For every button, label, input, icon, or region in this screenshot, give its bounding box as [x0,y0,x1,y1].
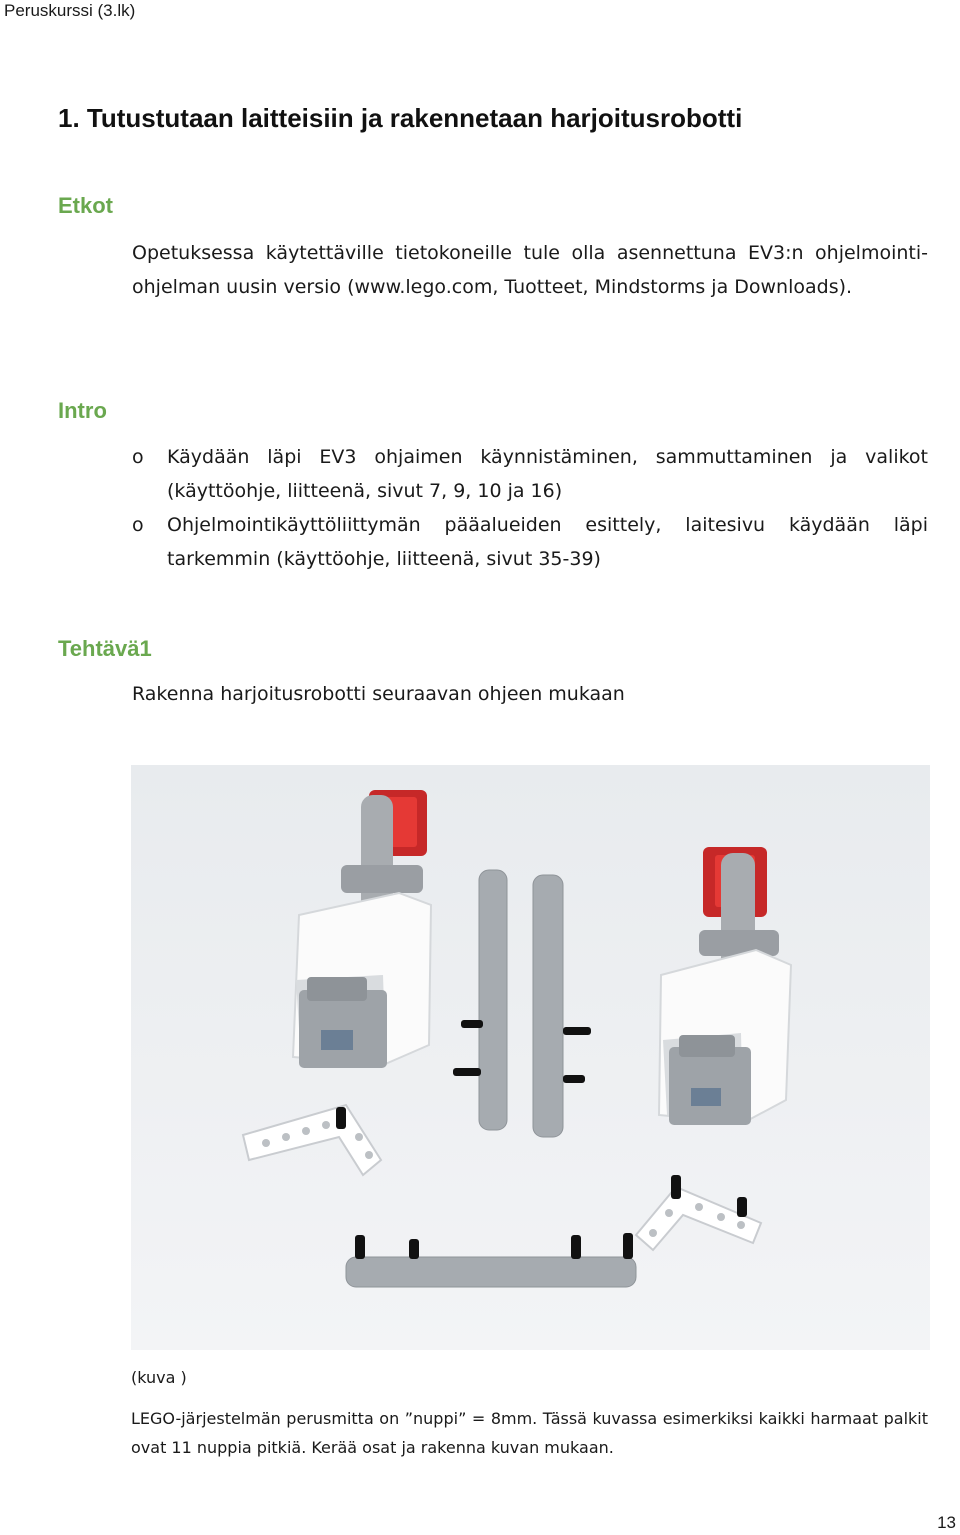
page-title: 1. Tutustutaan laitteisiin ja rakennetaan harjoitusrobotti [58,103,743,133]
bullet-marker: o [132,514,144,536]
lego-parts-photo [131,765,930,1350]
list-item-text: Ohjelmointikäyttöliittymän pääalueiden esittely, laitesivu käydään läpi tarkemmin (käyttöohje, liitteenä, sivut 35-39) [167,514,928,570]
section-heading-tehtava1: Tehtävä1 [58,636,152,661]
list-item [132,508,928,576]
etkot-paragraph: Opetuksessa käytettäville tietokoneille tule olla asennettuna EV3:n ohjelmointi-ohjelman uusin versio (www.lego.com, Tuotteet, Mindstorms ja Downloads). [132,242,928,298]
figure-note: LEGO-järjestelmän perusmitta on ”nuppi” = 8mm. Tässä kuvassa esimerkiksi kaikki harmaat palkit ovat 11 nuppia pitkiä. Kerää osat ja rakenna kuvan mukaan. [131,1409,928,1457]
bullet-marker: o [132,446,144,468]
tehtava-paragraph: Rakenna harjoitusrobotti seuraavan ohjeen mukaan [132,683,625,705]
list-item-text: Käydään läpi EV3 ohjaimen käynnistäminen, sammuttaminen ja valikot (käyttöohje, liitteenä, sivut 7, 9, 10 ja 16) [167,446,928,502]
page-number: 13 [937,1513,956,1532]
list-item [132,440,928,508]
figure-caption: (kuva ) [131,1368,187,1387]
section-heading-etkot: Etkot [58,193,113,218]
section-heading-intro: Intro [58,398,107,423]
intro-bullet-list [132,440,928,576]
page-header: Peruskurssi (3.lk) [4,1,136,20]
